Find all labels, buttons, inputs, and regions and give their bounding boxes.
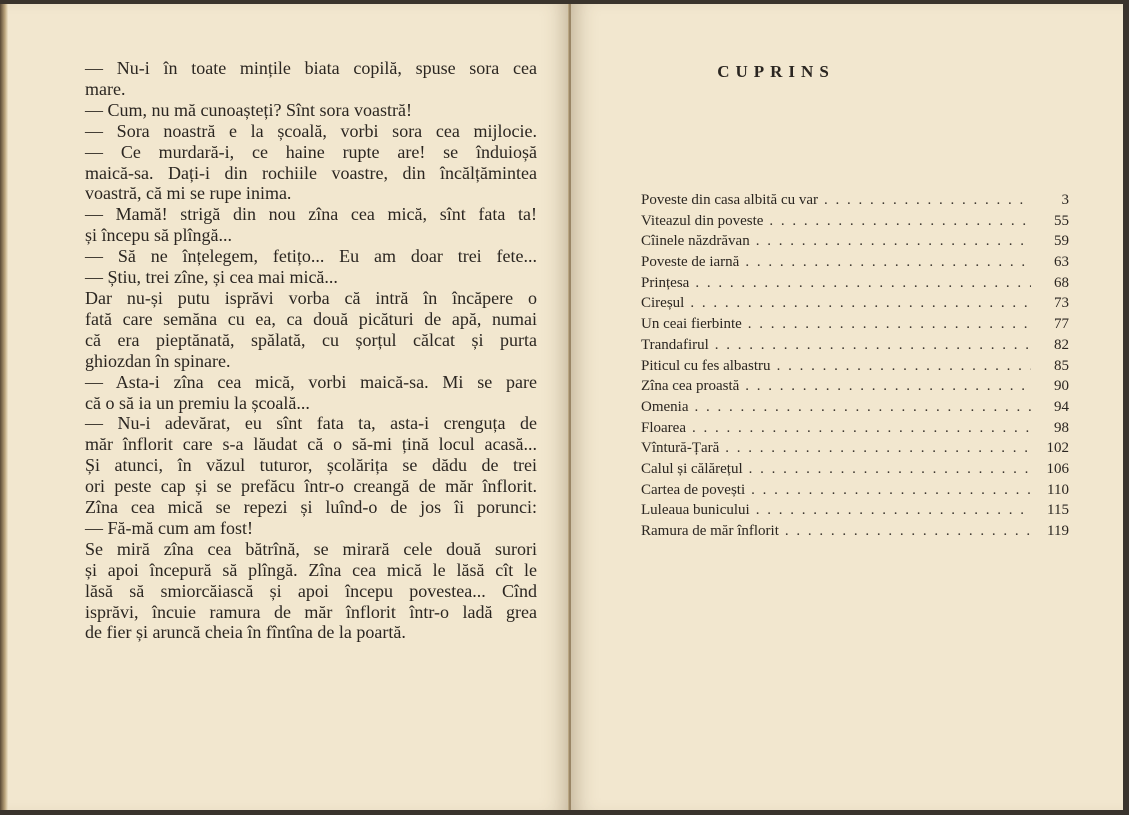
story-line: — Știu, trei zîne, și cea mai mică... [85,267,338,288]
toc-entry-page: 110 [1047,481,1069,498]
story-line: — Asta-i zîna cea mică, vorbi maică-sa. Mi se pare [85,371,537,392]
toc-entry-page: 106 [1046,460,1069,477]
toc-entry-title: Calul și călărețul [641,460,743,477]
story-line: voastră, că mi se rupe inima. [85,183,292,204]
toc-entry-page: 98 [1054,419,1069,436]
toc-entry-title: Piticul cu fes albastru [641,357,771,374]
story-text [85,58,537,643]
toc-leader-dots [686,418,1031,439]
toc-leader-dots [684,293,1031,314]
story-line: Zîna cea mică se repezi și luînd-o de jos îi porunci: [85,497,537,518]
toc-entry-page: 68 [1054,274,1069,291]
story-line: și începu să plîngă... [85,225,232,246]
toc-leader-dots [771,356,1031,377]
toc-entry-page: 119 [1047,523,1069,539]
story-line: — Sora noastră e la școală, vorbi sora cea mijlocie. [85,120,537,141]
toc-entry-page: 55 [1054,212,1069,229]
toc-leader-dots [719,438,1031,459]
toc-leader-dots [750,231,1031,252]
story-line: — Ce murdară-i, ce haine rupte are! se înduioșă [85,141,537,162]
toc-entry-title: Cîinele năzdrăvan [641,233,750,250]
toc-entry [641,252,1069,273]
toc-entry-title: Ramura de măr înflorit [641,523,779,539]
story-line: fată care semăna cu ea, ca două picături de apă, numai [85,308,537,329]
toc-entry [641,273,1069,294]
toc-entry-page: 90 [1054,378,1069,395]
story-line: Se miră zîna cea bătrînă, se mirară cele două surori [85,538,537,559]
story-line: Și atunci, în văzul tuturor, școlărița se dădu de trei [85,455,537,476]
toc-entry-title: Omenia [641,398,689,415]
toc-entry-page: 59 [1054,233,1069,250]
toc-entry-title: Luleaua bunicului [641,502,750,519]
toc-entry [641,500,1069,521]
toc-entry [641,459,1069,480]
toc-leader-dots [750,500,1031,521]
toc-entry [641,521,1069,542]
toc-entry [641,480,1069,501]
toc-entry-title: Trandafirul [641,336,709,353]
story-line: — Nu-i în toate mințile biata copilă, spuse sora cea [85,58,537,78]
toc-entry-title: Prințesa [641,274,690,291]
toc-entry-page: 63 [1054,254,1069,271]
toc-entry-page: 73 [1054,295,1069,312]
toc-entry-page: 82 [1054,336,1069,353]
toc-entry-title: Floarea [641,419,686,436]
toc-leader-dots [743,459,1031,480]
story-line: că o să ia un premiu la școală... [85,392,310,413]
toc-leader-dots [818,190,1031,211]
story-line: — Cum, nu mă cunoașteți? Sînt sora voastră! [85,99,412,120]
toc-entry [641,293,1069,314]
toc-entry-page: 3 [1061,192,1069,208]
toc-leader-dots [745,480,1031,501]
toc-entry-title: Poveste din casa albită cu var [641,192,819,208]
story-line: și apoi începură să plîngă. Zîna cea mică le lăsă cît le [85,559,537,580]
toc-entry [641,231,1069,252]
table-of-contents [641,190,1069,542]
toc-entry [641,397,1069,418]
toc-entry [641,335,1069,356]
story-line: mare. [85,78,126,99]
toc-entry-title: Zîna cea proastă [641,378,740,395]
toc-entry-page: 102 [1046,440,1069,457]
story-line: lăsă să smiorcăiască și apoi începu povestea... Cînd [85,580,537,601]
toc-entry-title: Un ceai fierbinte [641,316,742,333]
toc-heading: CUPRINS [717,62,835,81]
story-line: ori peste cap și se prefăcu într-o creangă de măr înflorit. [85,476,537,497]
story-line: că era pieptănată, spălată, cu șorțul călcat și purta [85,329,537,350]
story-line: — Să ne înțelegem, fetițo... Eu am doar trei fete... [85,246,537,267]
toc-entry-page: 77 [1054,316,1069,333]
toc-leader-dots [779,521,1031,542]
story-line: — Mamă! strigă din nou zîna cea mică, sînt fata ta! [85,204,537,225]
toc-leader-dots [742,314,1031,335]
story-line: — Fă-mă cum am fost! [85,517,253,538]
story-line: maică-sa. Dați-i din rochiile voastre, din încălțămintea [85,162,537,183]
toc-entry-title: Viteazul din poveste [641,212,764,229]
toc-entry [641,314,1069,335]
toc-entry-title: Cartea de povești [641,481,746,498]
story-line: măr înflorit care s-a lăudat că o să-mi țină locul acasă... [85,434,537,455]
toc-entry [641,211,1069,232]
toc-leader-dots [739,376,1031,397]
toc-entry [641,438,1069,459]
story-line: Dar nu-și putu isprăvi vorba că intră în încăpere o [85,287,537,308]
toc-leader-dots [709,335,1031,356]
toc-leader-dots [688,397,1031,418]
story-line: de fier și aruncă cheia în fîntîna de la poartă. [85,622,406,643]
story-line: isprăvi, încuie ramura de măr înflorit într-o ladă grea [85,601,537,622]
story-line: — Nu-i adevărat, eu sînt fata ta, asta-i crenguța de [85,413,537,434]
toc-leader-dots [739,252,1031,273]
story-line: ghiozdan în spinare. [85,350,231,371]
toc-entry [641,418,1069,439]
toc-entry [641,376,1069,397]
toc-leader-dots [763,211,1031,232]
toc-leader-dots [689,273,1031,294]
toc-entry-page: 115 [1047,502,1069,519]
toc-entry-title: Poveste de iarnă [641,254,740,271]
toc-entry-title: Vîntură-Țară [641,440,720,457]
toc-entry-page: 85 [1054,357,1069,374]
toc-entry-title: Cireșul [641,295,685,312]
toc-entry [641,356,1069,377]
toc-entry-page: 94 [1054,398,1069,415]
toc-entry [641,190,1069,211]
